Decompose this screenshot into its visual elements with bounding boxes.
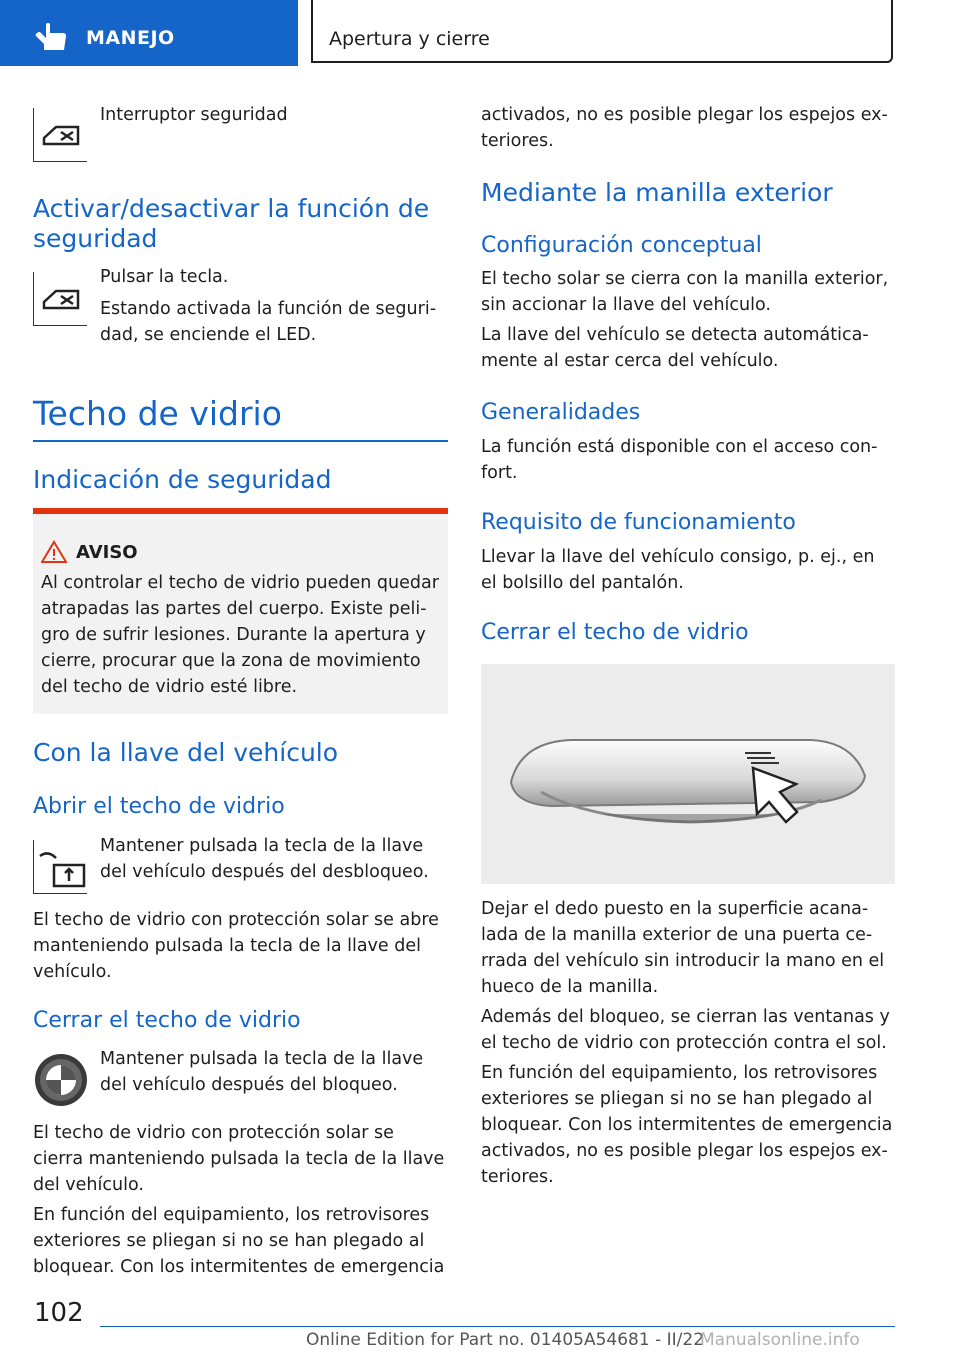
heading-activate: Activar/desactivar la función de seguridad [33,194,430,253]
heading-safety: Indicación de seguridad [33,465,332,494]
general-text: La función está disponible con el acceso con-fort. [481,437,878,483]
safety-switch-icon [33,108,87,162]
hand-icon [30,22,70,52]
led-text: Estando activada la función de seguri-dad, se enciende el LED. [100,299,437,345]
heading-with-key: Con la llave del vehículo [33,738,339,767]
requirement-text: Llevar la llave del vehículo consigo, p. ej., en el bolsillo del pantalón. [481,547,875,593]
door-handle-image [481,664,895,884]
concept-text-2: La llave del vehículo se detecta automática-mente al estar cerca del vehículo. [481,325,869,371]
heading-handle: Mediante la manilla exterior [481,178,833,207]
source-watermark: Manualsonline.info [700,1330,860,1350]
finger-text: Dejar el dedo puesto en la superficie acana-lada de la manilla exterior de una puerta ce-rrada del vehículo sin introducir la mano en el hueco de la manilla. [481,899,885,997]
safety-switch-icon [33,272,87,326]
heading-rule [33,440,448,442]
chapter-title: Apertura y cierre [329,28,490,50]
section-label: MANEJO [86,27,175,49]
page-header [0,0,960,66]
heading-general: Generalidades [481,400,641,425]
page-number: 102 [34,1298,84,1328]
open-text: El techo de vidrio con protección solar se abre manteniendo pulsada la tecla de la llave del vehículo. [33,910,439,982]
open-hold-text: Mantener pulsada la tecla de la llave del vehículo después del desbloqueo. [100,836,429,882]
press-key-text: Pulsar la tecla. [100,267,229,287]
section-tab[interactable] [0,0,298,66]
warning-panel [33,508,448,714]
warning-title: AVISO [76,542,138,563]
heading-glass-roof: Techo de vidrio [33,394,282,433]
heading-close-roof: Cerrar el techo de vidrio [33,1008,301,1033]
warning-text: Al controlar el techo de vidrio pueden quedar atrapadas las partes del cuerpo. Existe peli-gro de sufrir lesiones. Durante la apertura y cierre, procurar que la zona de movimiento del techo de vidrio esté libre. [41,573,439,697]
open-roof-key-icon [33,840,87,894]
lock-text: Además del bloqueo, se cierran las ventanas y el techo de vidrio con protección contra el sol. [481,1007,890,1053]
mirrors-text-left: En función del equipamiento, los retrovisores exteriores se pliegan si no se han plegado al bloquear. Con los intermitentes de emergencia [33,1205,445,1277]
edition-text: Online Edition for Part no. 01405A54681 - II/22 [306,1330,705,1350]
bmw-key-icon [33,1052,89,1108]
switch-label: Interruptor seguridad [100,105,288,125]
heading-requirement: Requisito de funcionamiento [481,510,796,535]
heading-close: Cerrar el techo de vidrio [481,620,749,645]
heading-open-roof: Abrir el techo de vidrio [33,794,285,819]
footer-rule [100,1326,895,1327]
chapter-title-box [311,0,893,63]
heading-concept: Configuración conceptual [481,233,762,258]
warning-triangle-icon [41,540,67,564]
close-text: El techo de vidrio con protección solar se cierra manteniendo pulsada la tecla de la llave del vehículo. [33,1123,445,1195]
concept-text-1: El techo solar se cierra con la manilla exterior, sin accionar la llave del vehículo. [481,269,889,315]
continued-text: activados, no es posible plegar los espejos ex-teriores. [481,105,888,151]
close-hold-text: Mantener pulsada la tecla de la llave del vehículo después del bloqueo. [100,1049,424,1095]
mirrors-text-right: En función del equipamiento, los retrovisores exteriores se pliegan si no se han plegado al bloquear. Con los intermitentes de emergencia activados, no es posible plegar los espejos ex-teriores. [481,1063,893,1187]
